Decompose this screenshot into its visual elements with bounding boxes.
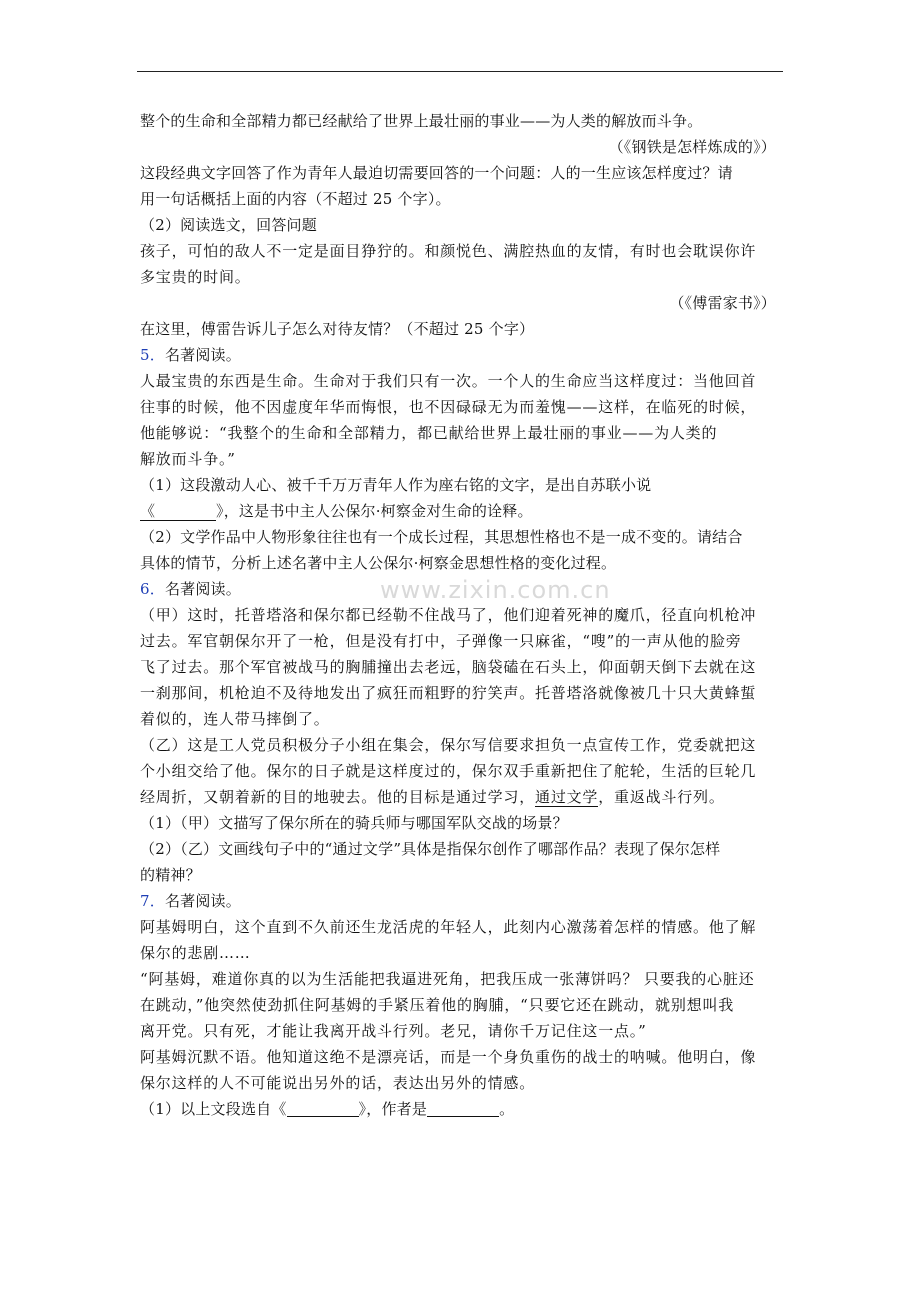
text-line: 在跳动，”他突然使劲抓住阿基姆的手紧压着他的胸脯，“只要它还在跳动，就别想叫我 bbox=[140, 996, 735, 1014]
book-title-blank[interactable] bbox=[287, 1100, 359, 1117]
fill-line: （1）以上文段选自《 》，作者是 。 bbox=[140, 1100, 515, 1118]
text-line: 阿基姆沉默不语。他知道这绝不是漂亮话，而是一个身负重伤的战士的呐喊。他明白，像 bbox=[140, 1048, 757, 1066]
text-line: 的精神？ bbox=[140, 866, 201, 884]
text-line: 解放而斗争。” bbox=[140, 450, 236, 468]
text-line: 他能够说：“我整个的生命和全部精力，都已献给世界上最壮丽的事业——为人类的 bbox=[140, 424, 718, 442]
header-rule bbox=[137, 71, 783, 72]
text-line: 经周折，又朝着新的目的地驶去。他的目标是通过学习，通过文学，重返战斗行列。 bbox=[140, 788, 725, 806]
question-number: 5． bbox=[140, 346, 165, 364]
text-line: 具体的情节，分析上述名著中主人公保尔·柯察金思想性格的变化过程。 bbox=[140, 554, 617, 572]
text-line: 离开党。只有死，才能让我离开战斗行列。老兄，请你千万记住这一点。” bbox=[140, 1022, 647, 1040]
question-number: 6． bbox=[140, 580, 165, 598]
text-line: （乙）这是工人党员积极分子小组在集会，保尔写信要求担负一点宣传工作，党委就把这 bbox=[140, 736, 757, 754]
text-line: “阿基姆，难道你真的以为生活能把我逼进死角，把我压成一张薄饼吗？ 只要我的心脏还 bbox=[140, 970, 755, 988]
sub-question: （2）文学作品中人物形象往往也有一个成长过程，其思想性格也不是一成不变的。请结合 bbox=[140, 528, 743, 546]
text-line: 在这里，傅雷告诉儿子怎么对待友情？（不超过 25 个字） bbox=[140, 320, 535, 338]
text-line: 着似的，连人带马摔倒了。 bbox=[140, 710, 330, 728]
sub-question: （2）阅读选文，回答问题 bbox=[140, 216, 317, 234]
sub-question: （1）这段激动人心、被千千万万青年人作为座右铭的文字，是出自苏联小说 bbox=[140, 476, 652, 494]
question-6-heading: 6．名著阅读。 bbox=[140, 580, 241, 598]
fill-line: 《 》，这是书中主人公保尔·柯察金对生命的诠释。 bbox=[140, 502, 533, 520]
text-line: 阿基姆明白，这个直到不久前还生龙活虎的年轻人，此刻内心激荡着怎样的情感。他了解 bbox=[140, 918, 757, 936]
text-line: 保尔的悲剧…… bbox=[140, 944, 251, 962]
text-line: 这段经典文字回答了作为青年人最迫切需要回答的一个问题：人的一生应该怎样度过？请 bbox=[140, 164, 733, 182]
source-citation: （《钢铁是怎样炼成的》） bbox=[608, 138, 776, 156]
question-5-heading: 5．名著阅读。 bbox=[140, 346, 241, 364]
text-line: 用一句话概括上面的内容（不超过 25 个字）。 bbox=[140, 190, 451, 208]
text-line: 人最宝贵的东西是生命。生命对于我们只有一次。一个人的生命应当这样度过：当他回首 bbox=[140, 372, 757, 390]
text-line: 过去。军官朝保尔开了一枪，但是没有打中，子弹像一只麻雀，“嗖”的一声从他的脸旁 bbox=[140, 632, 742, 650]
question-number: 7． bbox=[140, 892, 165, 910]
answer-blank[interactable]: 《 bbox=[140, 502, 216, 521]
text-line: 个小组交给了他。保尔的日子就是这样度过的，保尔双手重新把住了舵轮，生活的巨轮几 bbox=[140, 762, 757, 780]
text-line: 保尔这样的人不可能说出另外的话，表达出另外的情感。 bbox=[140, 1074, 536, 1092]
author-blank[interactable] bbox=[427, 1100, 499, 1117]
document-body bbox=[140, 108, 780, 1122]
text-line: 飞了过去。那个军官被战马的胸脯撞出去老远，脑袋磕在石头上，仰面朝天倒下去就在这 bbox=[140, 658, 757, 676]
source-citation: （《傅雷家书》） bbox=[669, 294, 776, 312]
text-line: 孩子，可怕的敌人不一定是面目狰狞的。和颜悦色、满腔热血的友情，有时也会耽误你许 bbox=[140, 242, 757, 260]
underlined-phrase: 通过文学 bbox=[535, 788, 599, 806]
text-line: 一刹那间，机枪迫不及待地发出了疯狂而粗野的狞笑声。托普塔洛就像被几十只大黄蜂蜇 bbox=[140, 684, 757, 702]
question-7-heading: 7．名著阅读。 bbox=[140, 892, 241, 910]
text-line: 往事的时候，他不因虚度年华而悔恨，也不因碌碌无为而羞愧——这样，在临死的时候， bbox=[140, 398, 757, 416]
sub-question: （1）（甲）文描写了保尔所在的骑兵师与哪国军队交战的场景？ bbox=[140, 814, 568, 832]
watermark: www.zixin.com.cn bbox=[380, 576, 611, 604]
text-line: 多宝贵的时间。 bbox=[140, 268, 251, 286]
text-line: （甲）这时，托普塔洛和保尔都已经勒不住战马了，他们迎着死神的魔爪，径直向机枪冲 bbox=[140, 606, 757, 624]
text-line: 整个的生命和全部精力都已经献给了世界上最壮丽的事业——为人类的解放而斗争。 bbox=[140, 112, 703, 130]
sub-question: （2）（乙）文画线句子中的“通过文学”具体是指保尔创作了哪部作品？表现了保尔怎样 bbox=[140, 840, 721, 858]
